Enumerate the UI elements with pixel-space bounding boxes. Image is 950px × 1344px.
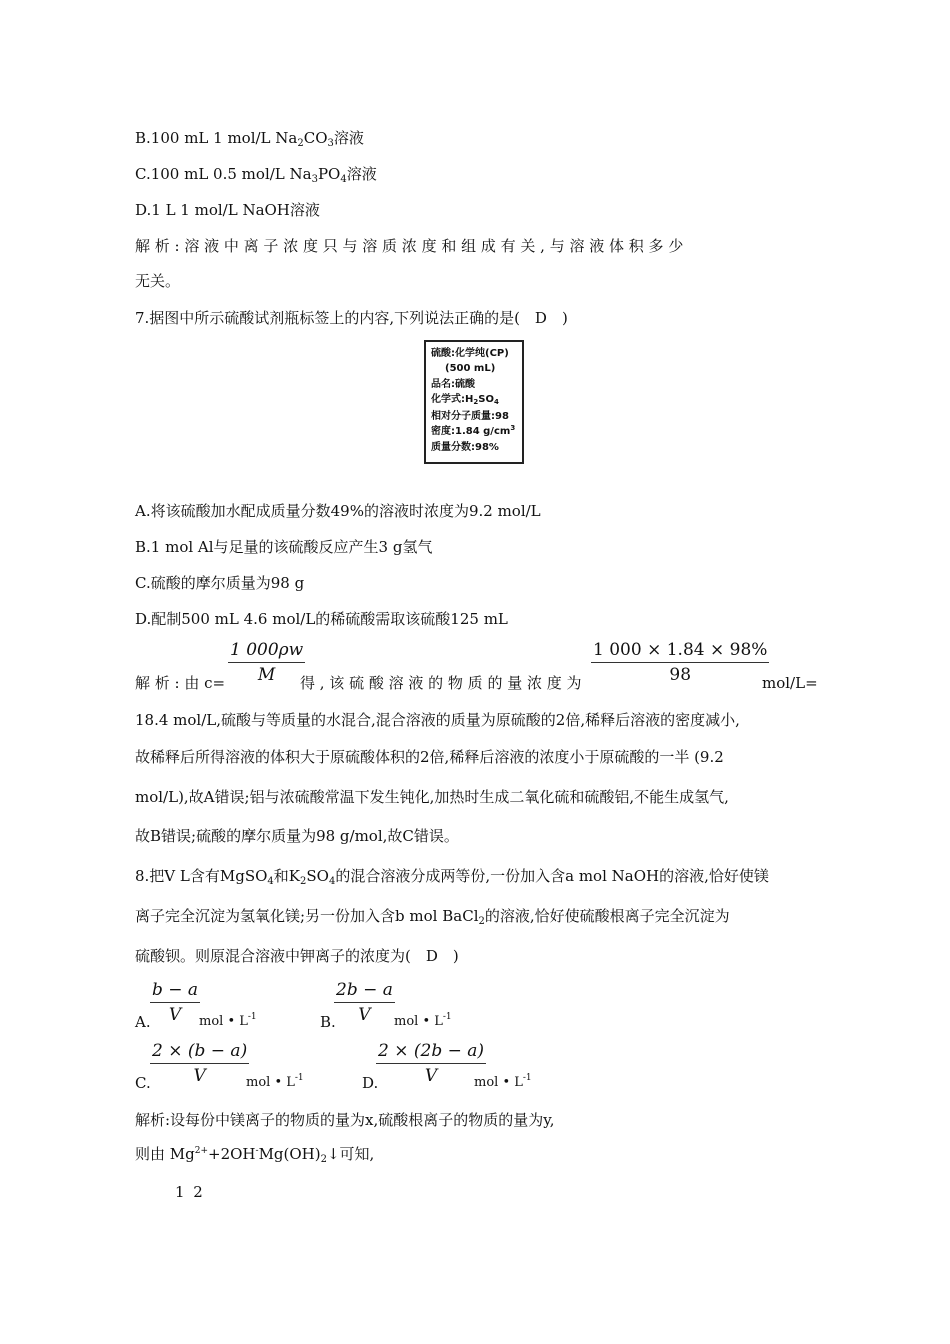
option-b-prev: B.100 mL 1 mol/L $Na_2CO_3$溶液: [135, 129, 364, 149]
option-8b-denominator: V: [358, 1005, 371, 1025]
explanation-6-line1: 解 析 : 溶 液 中 离 子 浓 度 只 与 溶 质 浓 度 和 组 成 有 关 , 与 溶 液 体 积 多 少: [135, 237, 684, 255]
option-8c-numerator: 2 × (b − a): [150, 1041, 249, 1064]
label-line-6: 密度:1.84 $g/cm^3$: [431, 424, 516, 438]
explanation-7-line3: 故稀释后所得溶液的体积大于原硫酸体积的2倍,稀释后溶液的浓度小于原硫酸的一半 (9.2: [135, 748, 724, 766]
question-8-line2: 离子完全沉淀为氢氧化镁;另一份加入含b mol BaCl$_2$的溶液,恰好使硫酸根离子完全沉淀为: [135, 907, 730, 927]
label-line-2: (500 mL): [445, 363, 496, 375]
option-7a: A.将该硫酸加水配成质量分数49%的溶液时浓度为9.2 mol/L: [135, 502, 541, 520]
question-8-line1: 8.把V L含有MgSO$_4$和$K_2SO_4$的混合溶液分成两等份,一份加入含a mol NaOH的溶液,恰好使镁: [135, 867, 769, 887]
option-8d-label: D.: [362, 1074, 379, 1092]
explanation-7-middle: 得 , 该 硫 酸 溶 液 的 物 质 的 量 浓 度 为: [300, 674, 582, 692]
question-8-line3: 硫酸钡。则原混合溶液中钾离子的浓度为( D ): [135, 947, 459, 965]
explanation-8-line1: 解析:设每份中镁离子的物质的量为x,硫酸根离子的物质的量为y,: [135, 1111, 555, 1129]
label-line-3: 品名:硫酸: [431, 378, 475, 390]
label-line-1: 硫酸:化学纯(CP): [431, 348, 509, 359]
option-8c-unit: mol • $L^{-1}$: [246, 1073, 304, 1090]
option-8b-label: B.: [320, 1013, 336, 1031]
option-8d-denominator: V: [424, 1066, 438, 1086]
formula-concentration-numerator: 1 000ρw: [228, 640, 305, 663]
option-8c-denominator: V: [193, 1066, 206, 1086]
option-8a-unit: mol • $L^{-1}$: [199, 1012, 257, 1029]
formula-calculation-denominator: 98: [669, 665, 692, 685]
option-7c: C.硫酸的摩尔质量为98 g: [135, 574, 305, 592]
label-line-7: 质量分数:98%: [431, 442, 499, 454]
formula-calculation-numerator: 1 000 × 1.84 × 98%: [591, 640, 769, 663]
option-8d-numerator: 2 × (2b − a): [376, 1041, 486, 1064]
option-8c-fraction: [150, 1041, 249, 1086]
explanation-8-line2: 则由 $Mg^{2+}+2OH^-Mg(OH)_2↓$可知,: [135, 1145, 375, 1165]
option-8a-label: A.: [135, 1013, 151, 1031]
option-7b: B.1 mol Al与足量的该硫酸反应产生3 g氢气: [135, 538, 433, 556]
formula-concentration: [228, 640, 305, 685]
explanation-7-unit: mol/L=: [762, 674, 818, 692]
formula-concentration-denominator: M: [257, 665, 276, 685]
option-8b-numerator: 2b − a: [334, 980, 395, 1003]
explanation-7-line5: 故B错误;硫酸的摩尔质量为98 g/mol,故C错误。: [135, 827, 459, 845]
label-line-4: 化学式$:H_2SO_4$: [431, 394, 499, 407]
option-8a-fraction: [150, 980, 200, 1025]
option-7d: D.配制500 mL 4.6 mol/L的稀硫酸需取该硫酸125 mL: [135, 610, 508, 628]
option-8d-unit: mol • $L^{-1}$: [474, 1073, 532, 1090]
option-8b-fraction: [334, 980, 395, 1025]
explanation-8-line3: 1 2: [175, 1183, 203, 1201]
explanation-7-prefix: 解 析 : 由 c=: [135, 674, 226, 692]
explanation-7-line2: 18.4 mol/L,硫酸与等质量的水混合,混合溶液的质量为原硫酸的2倍,稀释后溶液的密度减小,: [135, 711, 740, 729]
formula-calculation: [591, 640, 769, 685]
option-d-prev: D.1 L 1 mol/L NaOH溶液: [135, 201, 320, 219]
label-line-5: 相对分子质量:98: [431, 410, 509, 422]
explanation-7-line4: mol/L),故A错误;铝与浓硫酸常温下发生钝化,加热时生成二氧化硫和硫酸铝,不能生成氢气,: [135, 788, 729, 806]
option-c-prev: C.100 mL 0.5 mol/L $Na_3PO_4$溶液: [135, 165, 377, 185]
option-8a-numerator: b − a: [150, 980, 200, 1003]
option-8a-denominator: V: [168, 1005, 182, 1025]
explanation-6-line2: 无关。: [135, 272, 181, 290]
option-8d-fraction: [376, 1041, 486, 1086]
question-7: 7.据图中所示硫酸试剂瓶标签上的内容,下列说法正确的是( D ): [135, 309, 568, 327]
reagent-bottle-label: [424, 340, 524, 464]
option-8b-unit: mol • $L^{-1}$: [394, 1012, 452, 1029]
option-8c-label: C.: [135, 1074, 151, 1092]
